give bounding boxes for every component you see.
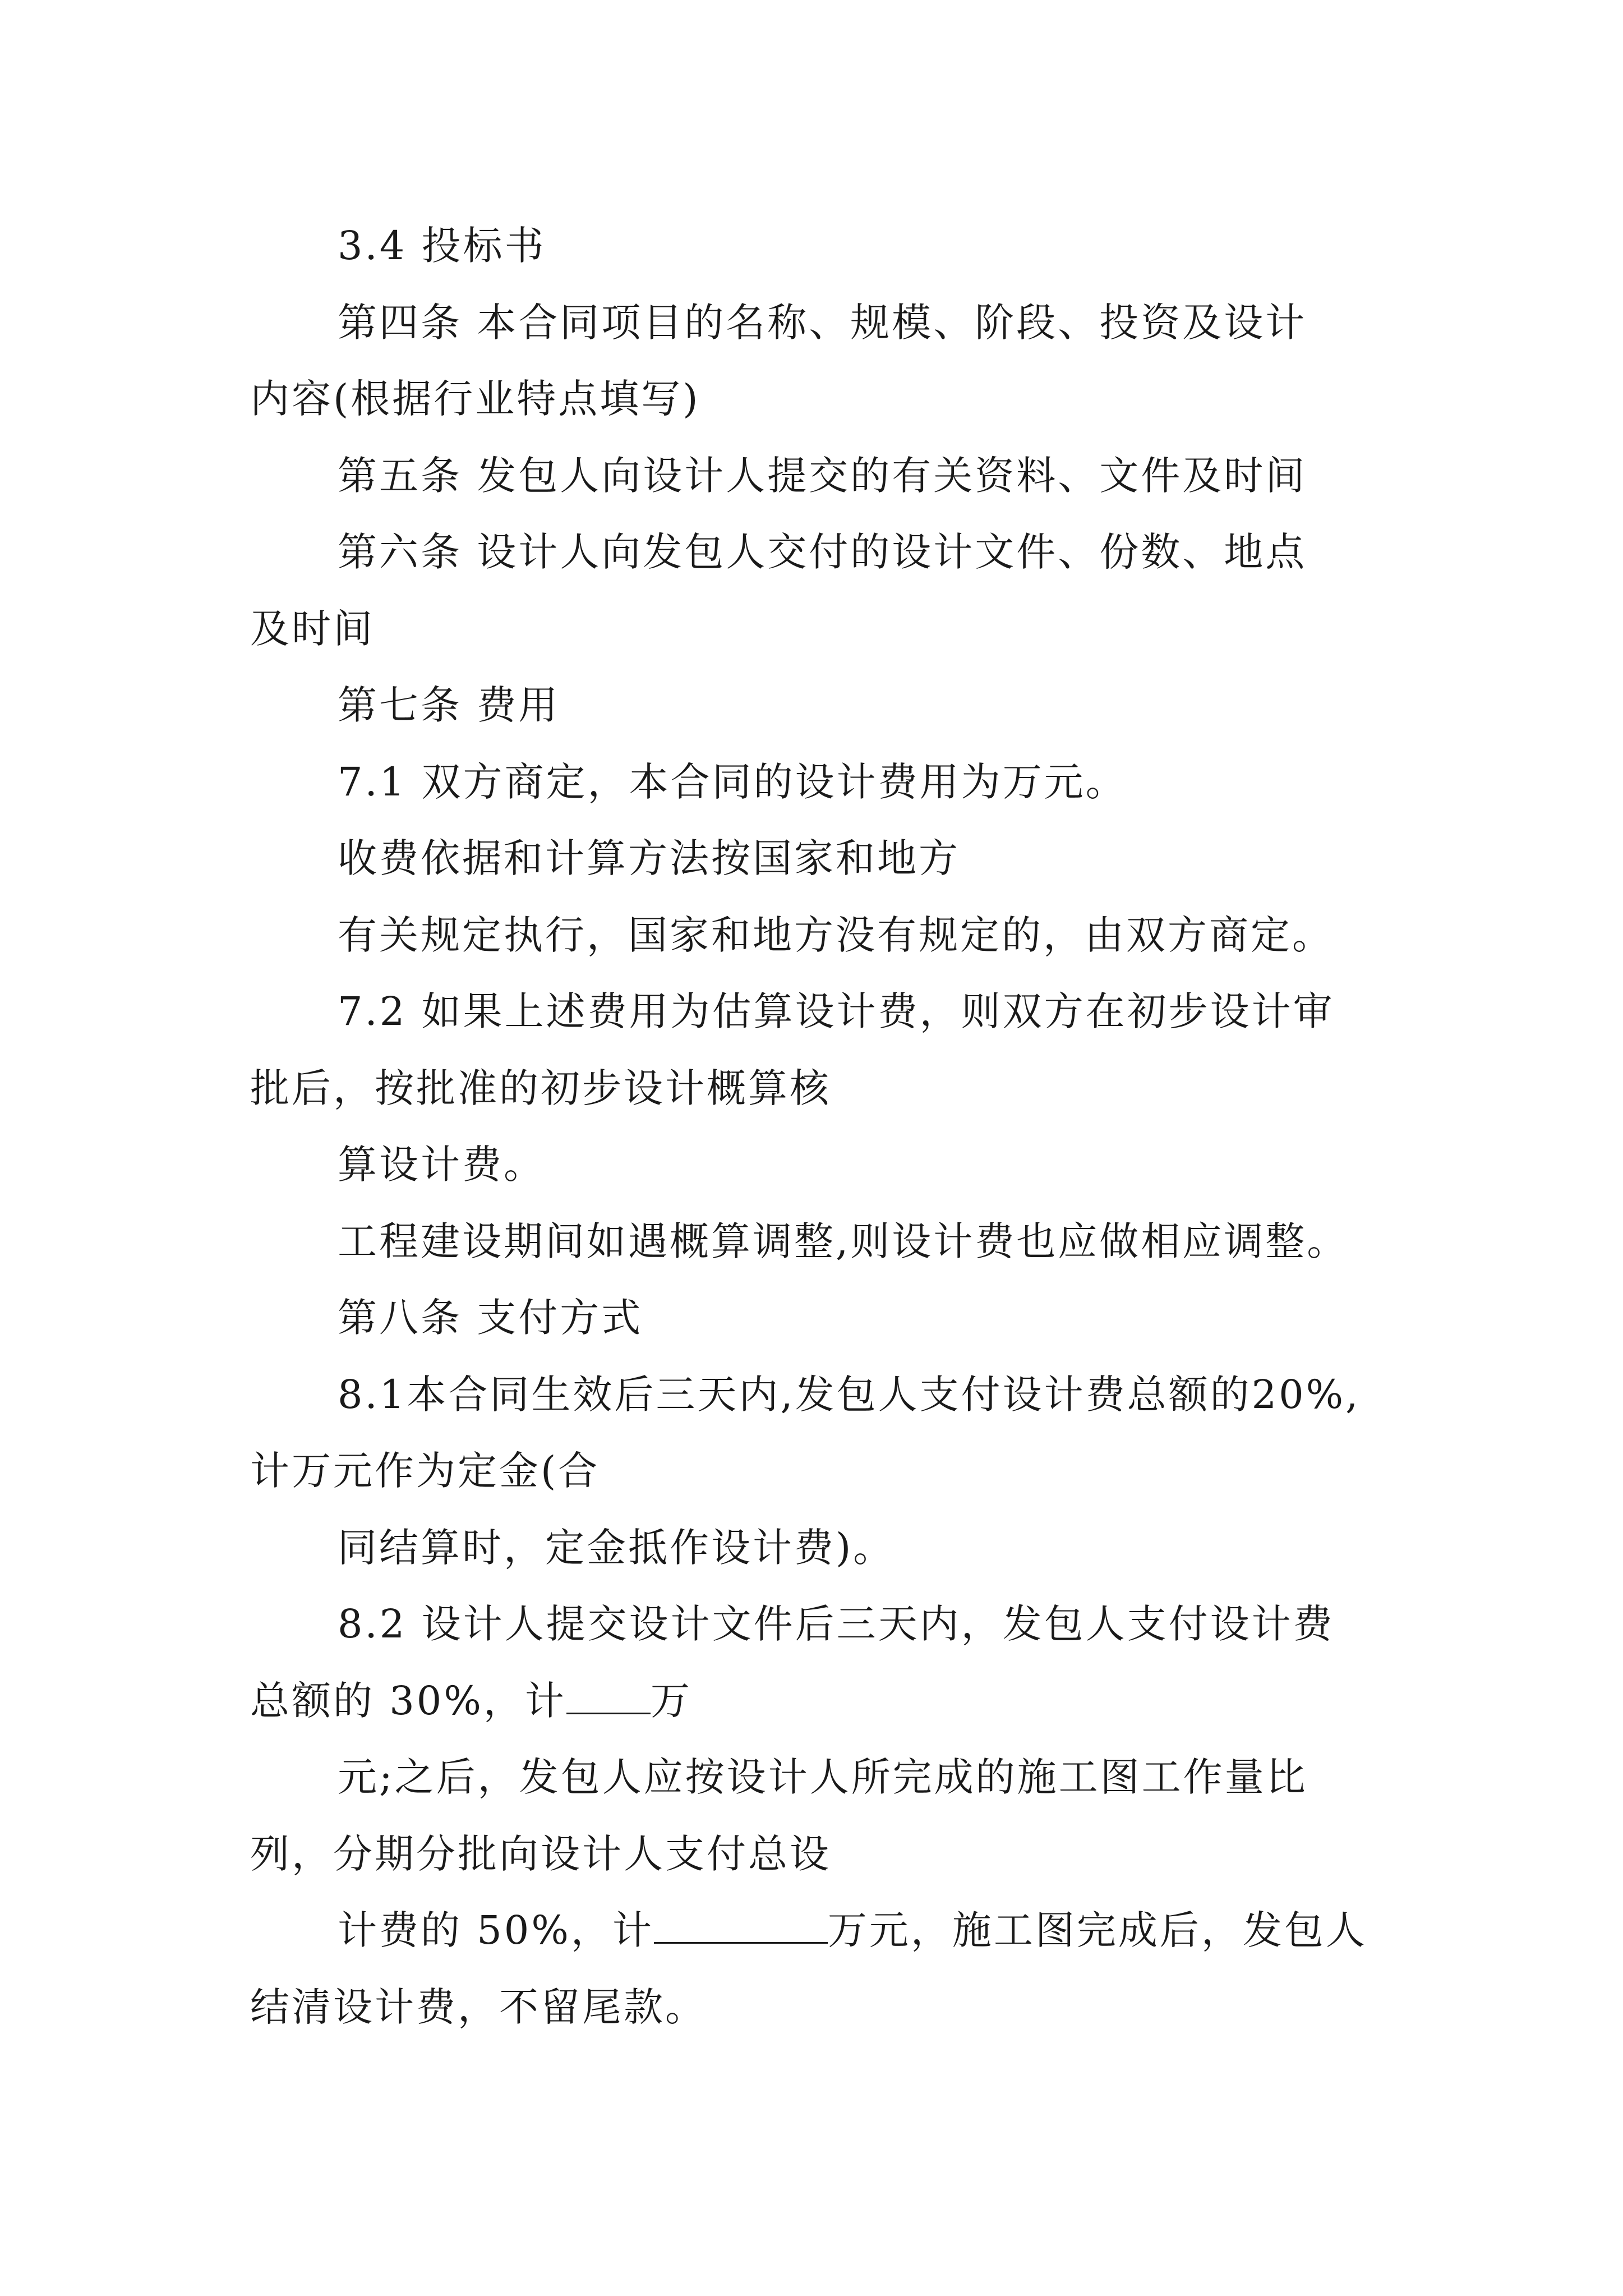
line-8-2-remain (250, 1892, 1394, 1969)
line-3-4: 3.4 投标书 (338, 223, 546, 269)
line-8-1-cont: 计万元作为定金(合 (250, 1448, 600, 1494)
line-7-2: 7.2 如果上述费用为估算设计费，则双方在初步设计审 (338, 988, 1335, 1034)
line-8-2-cont (250, 1663, 1394, 1740)
line-8-1-settle: 同结算时，定金抵作设计费)。 (338, 1524, 895, 1571)
line-7-1-rules: 有关规定执行，国家和地方没有规定的，由双方商定。 (338, 912, 1334, 958)
contract-body (250, 208, 1394, 2045)
line-article-7: 第七条 费用 (338, 682, 560, 728)
line-8-1: 8.1本合同生效后三天内,发包人支付设计费总额的20%, (338, 1371, 1361, 1418)
line-8-2: 8.2 设计人提交设计文件后三天内，发包人支付设计费 (338, 1601, 1335, 1647)
line-8-2-final: 结清设计费，不留尾款。 (250, 1984, 707, 2030)
line-8-2-remain-text: 计费的 50%，计 (338, 1907, 654, 1953)
line-7-2-cont: 批后，按批准的初步设计概算核 (250, 1065, 831, 1111)
line-article-6-cont: 及时间 (250, 605, 375, 652)
line-article-4: 第四条 本合同项目的名称、规模、阶段、投资及设计 (338, 299, 1307, 346)
line-8-2-remain-unit: 万元，施工图完成后，发包人 (827, 1907, 1367, 1953)
line-article-8: 第八条 支付方式 (338, 1295, 643, 1341)
line-article-6: 第六条 设计人向发包人交付的设计文件、份数、地点 (338, 529, 1307, 575)
line-7-1: 7.1 双方商定，本合同的设计费用为万元。 (338, 758, 1127, 805)
line-8-2-cont-text: 总额的 30%，计 (250, 1677, 566, 1724)
line-8-2-after: 元;之后，发包人应按设计人所完成的施工图工作量比 (338, 1754, 1308, 1800)
line-article-5: 第五条 发包人向设计人提交的有关资料、文件及时间 (338, 452, 1307, 499)
amount-blank (654, 1908, 828, 1944)
amount-blank (566, 1679, 651, 1714)
line-7-2-fee: 算设计费。 (338, 1142, 545, 1188)
line-8-2-cont-unit: 万 (650, 1677, 692, 1724)
line-8-2-after-cont: 列，分期分批向设计人支付总设 (250, 1830, 831, 1877)
line-article-4-cont: 内容(根据行业特点填写) (250, 376, 700, 422)
line-7-1-basis: 收费依据和计算方法按国家和地方 (338, 835, 960, 881)
line-7-2-adjust: 工程建设期间如遇概算调整,则设计费也应做相应调整。 (338, 1218, 1349, 1264)
